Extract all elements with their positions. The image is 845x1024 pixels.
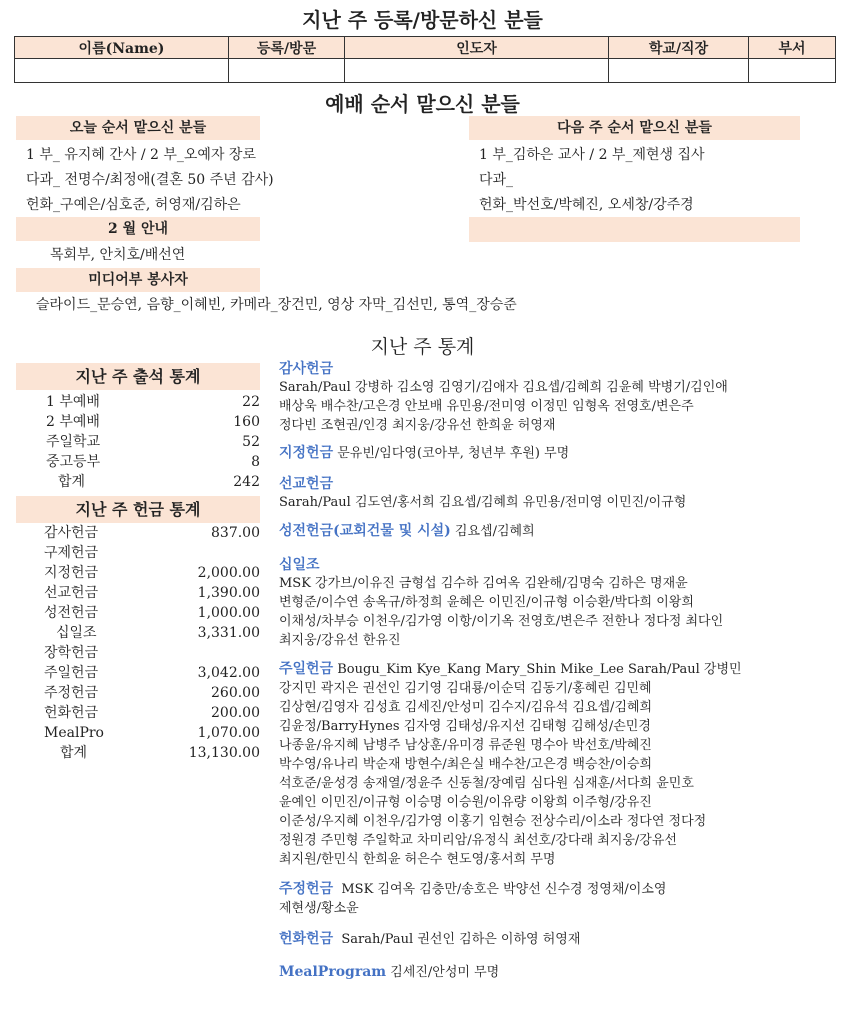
offering-row: 성전헌금 1,000.00 (44, 605, 260, 621)
tithe-section (279, 554, 839, 650)
offering-row: 주정헌금 260.00 (44, 685, 260, 701)
attendance-row: 주일학교 52 (46, 434, 260, 450)
sunday-line: 이준성/우지혜 이천우/김가영 이홍기 임현승 전상수리/이소라 정다연 정다정 (279, 814, 707, 829)
sunday-first-line: Bougu_Kim Kye_Kang Mary_Shin Mike_Lee Sarah/Paul 강병민 (337, 662, 742, 677)
today-line-3: 헌화_구예은/심호준, 허영재/김하은 (26, 197, 241, 213)
offering-panel (16, 496, 260, 763)
offering-header: 지난 주 헌금 통계 (16, 496, 260, 523)
flower-section (279, 930, 839, 949)
col-school-work: 학교/직장 (609, 37, 749, 59)
sunday-title: 주일헌금 (279, 661, 334, 677)
weekday-title: 주정헌금 (279, 881, 334, 897)
offering-row: 십일조 3,331.00 (56, 625, 260, 641)
stats-title: 지난 주 통계 (370, 336, 475, 358)
media-line: 슬라이드_문승연, 음향_이혜빈, 카메라_장건민, 영상 자막_김선민, 통역_장승준 (36, 297, 517, 313)
next-empty-box (469, 217, 800, 242)
thanks-line: Sarah/Paul 강병하 김소영 김영기/김애자 김요셉/김혜희 김윤혜 박병기/김인애 (279, 380, 728, 395)
weekday-first-line: MSK 김여옥 김충만/송호은 박양선 신수경 정영채/이소영 (341, 882, 667, 897)
thanks-section (279, 358, 839, 435)
offering-row: 감사헌금 837.00 (44, 525, 260, 541)
donor-lists (279, 358, 839, 982)
tithe-line: 이채성/차부승 이천우/김가영 이항/이기옥 전영호/변은주 전한나 정다정 최다인 (279, 614, 724, 629)
col-department: 부서 (749, 37, 836, 59)
sunday-line: 김상현/김영자 김성효 김세진/안성미 김수지/김유석 김요셉/김혜희 (279, 700, 653, 715)
today-line-2: 다과_ 전명수/최정애(결혼 50 주년 감사) (26, 172, 274, 188)
thanks-line: 배상욱 배수찬/고은경 안보배 유민용/전미영 이정민 임형옥 전영호/변은주 (279, 399, 694, 414)
sunday-line: 최지원/한민식 한희윤 허은수 현도영/홍서희 무명 (279, 852, 556, 867)
thanks-line: 정다빈 조현권/인경 최지웅/강유선 한희윤 허영재 (279, 418, 556, 433)
flower-title: 헌화헌금 (279, 931, 334, 947)
sunday-line: 석호준/윤성경 송재열/정윤주 신동철/장예림 심다원 심재훈/서다희 윤민호 (279, 776, 694, 791)
attendance-total-row: 합계 242 (58, 474, 260, 490)
today-line-1: 1 부_ 유지혜 간사 / 2 부_오예자 장로 (26, 147, 256, 163)
col-register-visit: 등록/방문 (229, 37, 345, 59)
attendance-panel (16, 363, 260, 492)
table-row (15, 59, 836, 83)
feb-header: 2 월 안내 (16, 217, 260, 241)
col-guide: 인도자 (345, 37, 609, 59)
offering-row: 선교헌금 1,390.00 (44, 585, 260, 601)
weekday-line: 제현생/황소윤 (279, 901, 359, 916)
building-text: 김요셉/김혜희 (454, 524, 535, 539)
attendance-header: 지난 주 출석 통계 (16, 363, 260, 390)
registration-table (14, 36, 836, 83)
sunday-line: 정원경 주민형 주일학교 차미리암/유정식 최선호/강다래 최지웅/강유선 (279, 833, 677, 848)
tithe-line: 변형준/이수연 송옥규/하정희 윤혜은 이민진/이규형 이승환/박다희 이왕희 (279, 595, 694, 610)
designated-section (279, 444, 839, 463)
offering-row: MealPro 1,070.00 (44, 725, 260, 741)
sunday-line: 박수영/유나리 박순재 방현수/최은실 배수찬/고은경 백승찬/이승희 (279, 757, 653, 772)
offering-row: 지정헌금 2,000.00 (44, 565, 260, 581)
today-header: 오늘 순서 맡으신 분들 (16, 116, 260, 140)
meal-title: MealProgram (279, 964, 387, 980)
tithe-title: 십일조 (279, 557, 320, 573)
service-title: 예배 순서 맡으신 분들 (325, 92, 520, 116)
thanks-title: 감사헌금 (279, 361, 334, 377)
media-header: 미디어부 봉사자 (16, 268, 260, 292)
meal-text: 김세진/안성미 무명 (390, 965, 500, 980)
offering-row: 구제헌금 (44, 545, 99, 561)
mission-line: Sarah/Paul 김도연/홍서희 김요셉/김혜희 유민용/전미영 이민진/이규형 (279, 495, 687, 510)
col-name: 이름(Name) (15, 37, 229, 59)
flower-text: Sarah/Paul 권선인 김하은 이하영 허영재 (341, 932, 581, 947)
weekday-section (279, 880, 839, 918)
offering-row: 헌화헌금 200.00 (44, 705, 260, 721)
next-line-3: 헌화_박선호/박혜진, 오세창/강주경 (479, 197, 694, 213)
sunday-section (279, 660, 839, 869)
sunday-line: 윤예인 이민진/이규형 이승명 이승원/이유량 이왕희 이주형/강유진 (279, 795, 652, 810)
building-section (279, 522, 839, 541)
next-line-1: 1 부_김하은 교사 / 2 부_제현생 집사 (479, 147, 705, 163)
next-header: 다음 주 순서 맡으신 분들 (469, 116, 800, 140)
designated-text: 문유빈/임다영(코아부, 청년부 후원) 무명 (337, 446, 570, 461)
offering-row: 장학헌금 (44, 645, 99, 661)
tithe-line: 최지웅/강유선 한유진 (279, 633, 401, 648)
attendance-row: 2 부예배 160 (46, 414, 260, 430)
next-line-2: 다과_ (479, 172, 514, 188)
attendance-row: 중고등부 8 (46, 454, 260, 470)
sunday-line: 김윤정/BarryHynes 김자영 김태성/유지선 김태형 김해성/손민경 (279, 719, 651, 734)
offering-total-row: 합계 13,130.00 (60, 745, 260, 761)
mission-title: 선교헌금 (279, 476, 334, 492)
mission-section (279, 473, 839, 512)
attendance-row: 1 부예배 22 (46, 394, 260, 410)
registration-title: 지난 주 등록/방문하신 분들 (302, 8, 543, 32)
building-title: 성전헌금(교회건물 및 시설) (279, 523, 451, 539)
feb-line: 목회부, 안치호/배선연 (50, 247, 186, 263)
offering-row: 주일헌금 3,042.00 (44, 665, 260, 681)
sunday-line: 나종윤/유지혜 남병주 남상훈/유미경 류준원 명수아 박선호/박혜진 (279, 738, 652, 753)
tithe-line: MSK 강가브/이유진 금형섭 김수하 김여옥 김완해/김명숙 김하은 명재윤 (279, 576, 688, 591)
meal-section (279, 963, 839, 982)
sunday-line: 강지민 곽지은 권선인 김기영 김대룡/이순덕 김동기/홍혜린 김민혜 (279, 681, 652, 696)
designated-title: 지정헌금 (279, 445, 334, 461)
